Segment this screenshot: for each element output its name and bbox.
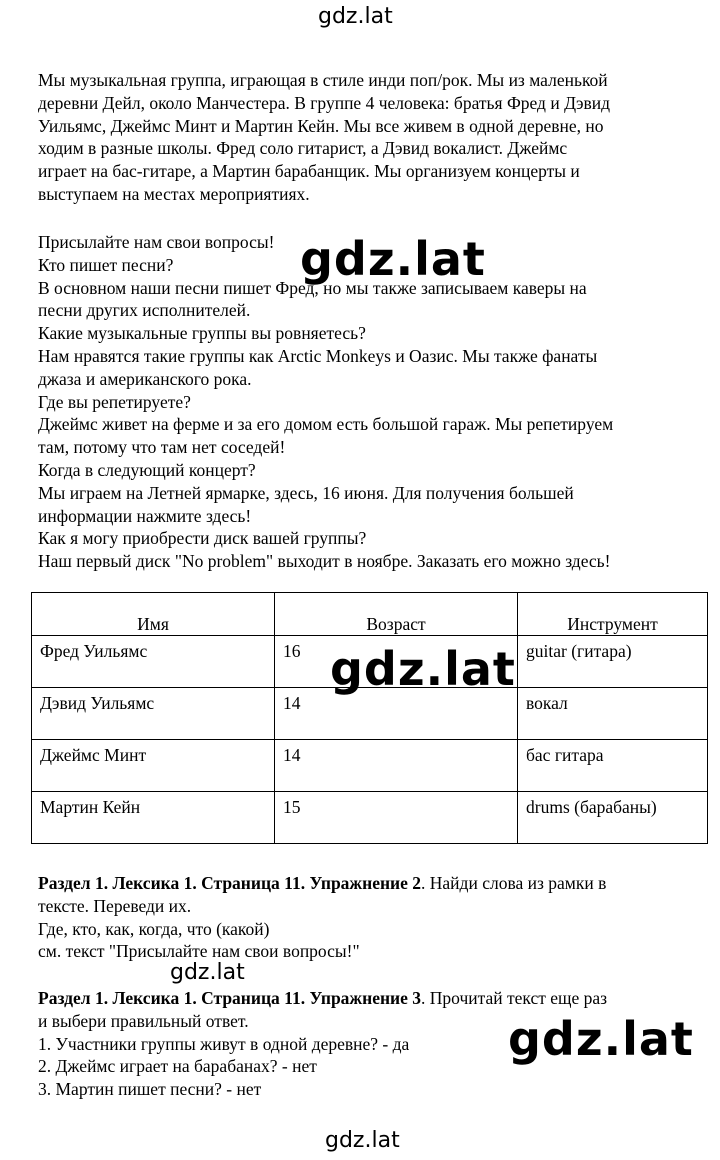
watermark-large-3: gdz.lat	[508, 1012, 694, 1066]
watermark-large-2: gdz.lat	[330, 642, 516, 696]
qa-line: Кто пишет песни?	[38, 254, 174, 275]
intro-line: ходим в разные школы. Фред соло гитарист, а Дэвид вокалист. Джеймс	[38, 138, 568, 159]
watermark-middle: gdz.lat	[170, 960, 245, 985]
cell-age: 14	[275, 688, 518, 740]
header-name: Имя	[32, 593, 275, 636]
exercise-3-section	[38, 987, 708, 1101]
qa-line: информации нажмите здесь!	[38, 505, 252, 526]
intro-line: Мы музыкальная группа, играющая в стиле инди поп/рок. Мы из маленькой	[38, 70, 608, 90]
exercise-3-answer: 3. Мартин пишет песни? - нет	[38, 1079, 262, 1100]
table-row	[32, 740, 708, 792]
exercise-2-answer: Где, кто, как, когда, что (какой)	[38, 918, 270, 939]
intro-line: деревни Дейл, около Манчестера. В группе 4 человека: братья Фред и Дэвид	[38, 92, 611, 113]
intro-line: играет на бас-гитаре, а Мартин барабанщик. Мы организуем концерты и	[38, 161, 580, 182]
intro-line: Уильямс, Джеймс Минт и Мартин Кейн. Мы все живем в одной деревне, но	[38, 115, 604, 136]
qa-line: Джеймс живет на ферме и за его домом есть большой гараж. Мы репетируем	[38, 414, 614, 435]
cell-age: 16	[275, 636, 518, 688]
table-row	[32, 636, 708, 688]
watermark-large-1: gdz.lat	[300, 232, 486, 286]
exercise-3-task	[38, 987, 708, 1010]
qa-line: Когда в следующий концерт?	[38, 459, 256, 480]
exercise-2-task-line2: тексте. Переведи их.	[38, 895, 192, 916]
qa-line: Наш первый диск "No problem" выходит в ноябре. Заказать его можно здесь!	[38, 551, 611, 572]
exercise-3-answer: 2. Джеймс играет на барабанах? - нет	[38, 1056, 317, 1077]
exercise-2-section	[38, 872, 708, 963]
qa-line: песни других исполнителей.	[38, 300, 251, 321]
exercise-3-answer: 1. Участники группы живут в одной деревне? - да	[38, 1033, 410, 1054]
qa-section	[38, 231, 708, 573]
cell-name: Фред Уильямс	[32, 636, 275, 688]
watermark-bottom: gdz.lat	[325, 1128, 400, 1153]
exercise-2-answer: см. текст "Присылайте нам свои вопросы!"	[38, 941, 360, 962]
qa-line: джаза и американского рока.	[38, 368, 252, 389]
exercise-2-task-text: . Найди слова из рамки в	[421, 873, 607, 893]
exercise-2-heading: Раздел 1. Лексика 1. Страница 11. Упражнение 2	[38, 873, 422, 893]
qa-line: Как я могу приобрести диск вашей группы?	[38, 528, 367, 549]
header-age: Возраст	[275, 593, 518, 636]
exercise-3-task-text: . Прочитай текст еще раз	[421, 988, 608, 1008]
cell-name: Джеймс Минт	[32, 740, 275, 792]
exercise-2-task	[38, 872, 708, 895]
intro-line: выступаем на местах мероприятиях.	[38, 183, 310, 204]
qa-line: В основном наши песни пишет Фред, но мы также записываем каверы на	[38, 277, 587, 298]
exercise-3-task-line2: и выбери правильный ответ.	[38, 1010, 249, 1031]
cell-name: Мартин Кейн	[32, 792, 275, 844]
qa-line: Присылайте нам свои вопросы!	[38, 232, 275, 252]
cell-age: 14	[275, 740, 518, 792]
header-instrument: Инструмент	[518, 593, 708, 636]
table-row	[32, 688, 708, 740]
cell-age: 15	[275, 792, 518, 844]
qa-line: Мы играем на Летней ярмарке, здесь, 16 июня. Для получения большей	[38, 482, 574, 503]
cell-instrument: drums (барабаны)	[518, 792, 708, 844]
qa-line: Где вы репетируете?	[38, 391, 191, 412]
qa-line: там, потому что там нет соседей!	[38, 437, 286, 458]
cell-instrument: вокал	[518, 688, 708, 740]
watermark-top: gdz.lat	[318, 4, 393, 29]
cell-instrument: guitar (гитара)	[518, 636, 708, 688]
cell-instrument: бас гитара	[518, 740, 708, 792]
band-members-table	[31, 592, 708, 844]
qa-line: Нам нравятся такие группы как Arctic Monkeys и Оазис. Мы также фанаты	[38, 345, 598, 366]
exercise-3-heading: Раздел 1. Лексика 1. Страница 11. Упражнение 3	[38, 988, 422, 1008]
cell-name: Дэвид Уильямс	[32, 688, 275, 740]
qa-line: Какие музыкальные группы вы ровняетесь?	[38, 323, 366, 344]
table-header-row	[32, 593, 708, 636]
intro-paragraph	[38, 69, 708, 206]
table-row	[32, 792, 708, 844]
